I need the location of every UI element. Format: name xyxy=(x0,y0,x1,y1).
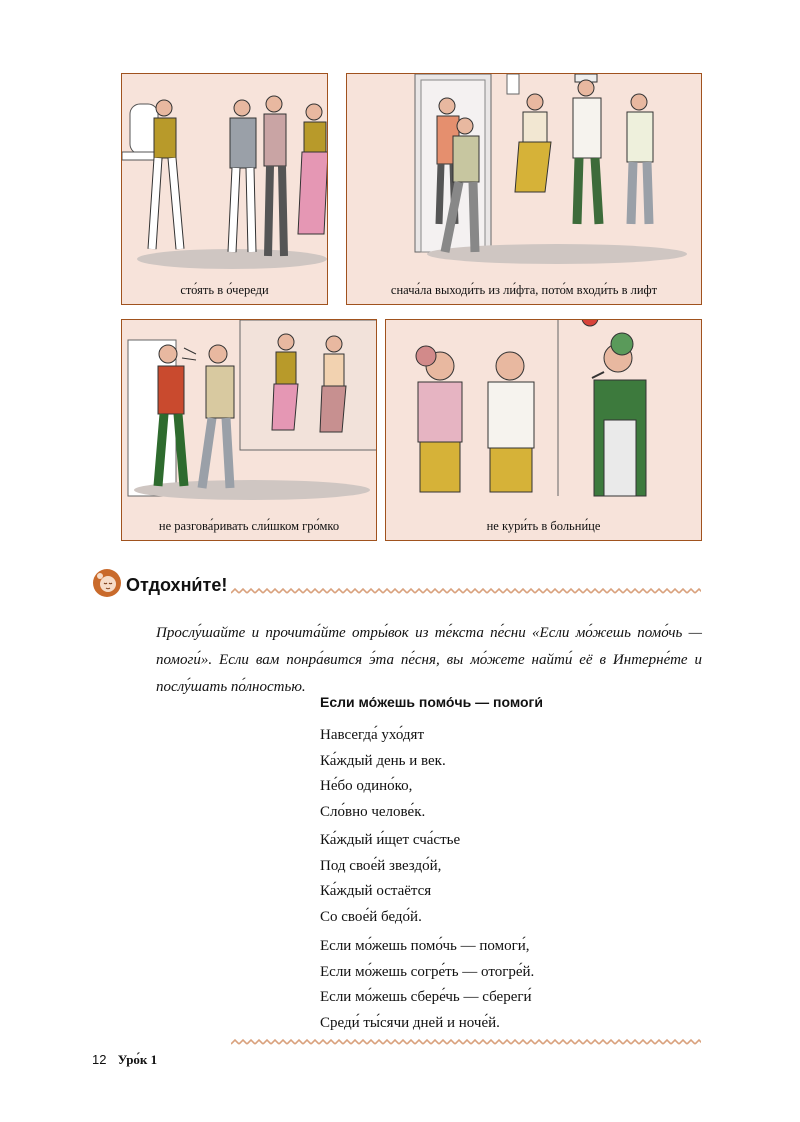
panel-caption: снача́ла выходи́ть из ли́фта, пото́м входи́ть в лифт xyxy=(390,283,658,297)
song-line: Навсегда́ ухо́дят xyxy=(320,727,425,743)
illustration-panel-smoking xyxy=(385,319,702,541)
decorative-divider xyxy=(231,587,701,595)
illustration-panel-lift xyxy=(346,73,702,305)
panel-caption: не кури́ть в больни́це xyxy=(486,519,601,533)
panel-caption: не разгова́ривать сли́шком гро́мко xyxy=(158,519,340,533)
page-footer xyxy=(92,1052,157,1068)
decorative-divider xyxy=(231,1038,701,1046)
lift-illustration xyxy=(347,74,702,305)
song-line: Не́бо одино́ко, xyxy=(320,778,413,794)
page-number: 12 xyxy=(92,1052,107,1067)
section-title: Отдохни́те! xyxy=(126,575,228,595)
song-line: Если мо́жешь сбере́чь — сбереги́ xyxy=(320,989,532,1005)
illustration-panel-queue xyxy=(121,73,328,305)
resting-face-icon xyxy=(92,568,122,598)
song-line: Ка́ждый и́щет сча́стье xyxy=(320,832,461,848)
song-line: Со свое́й бедо́й. xyxy=(320,908,422,925)
song-line: Если мо́жешь помо́чь — помоги́, xyxy=(320,938,530,954)
song-line: Ка́ждый остаётся xyxy=(320,883,432,899)
song-title: Если мо́жешь помо́чь — помоги́ xyxy=(320,694,543,710)
panel-caption: сто́ять в о́череди xyxy=(180,283,269,297)
song-line: Сло́вно челове́к. xyxy=(320,803,426,820)
illustration-panel-loud xyxy=(121,319,377,541)
lesson-label: Уро́к 1 xyxy=(117,1052,158,1067)
alarm-light-icon xyxy=(582,320,598,326)
song-stanza-1 xyxy=(320,723,446,825)
smoking-illustration xyxy=(386,320,702,541)
loud-talk-illustration xyxy=(122,320,377,541)
queue-illustration xyxy=(122,74,328,305)
song-line: Среди́ ты́сячи дней и ноче́й. xyxy=(320,1014,500,1031)
song-line: Ка́ждый день и век. xyxy=(320,752,446,769)
song-stanza-3 xyxy=(320,934,534,1036)
song-stanza-2 xyxy=(320,828,460,930)
intro-paragraph: Прослу́шайте и прочита́йте отры́вок из те́кста пе́сни «Если мо́жешь помо́чь — помоги́». Если вам понра́вится э́та пе́сня, вы мо́жете найти́ её в Интерне́те и послу́шать по́лностью. xyxy=(156,625,702,695)
song-line: Если мо́жешь согре́ть — отогре́й. xyxy=(320,963,535,980)
song-line: Под свое́й звездо́й, xyxy=(320,857,442,874)
